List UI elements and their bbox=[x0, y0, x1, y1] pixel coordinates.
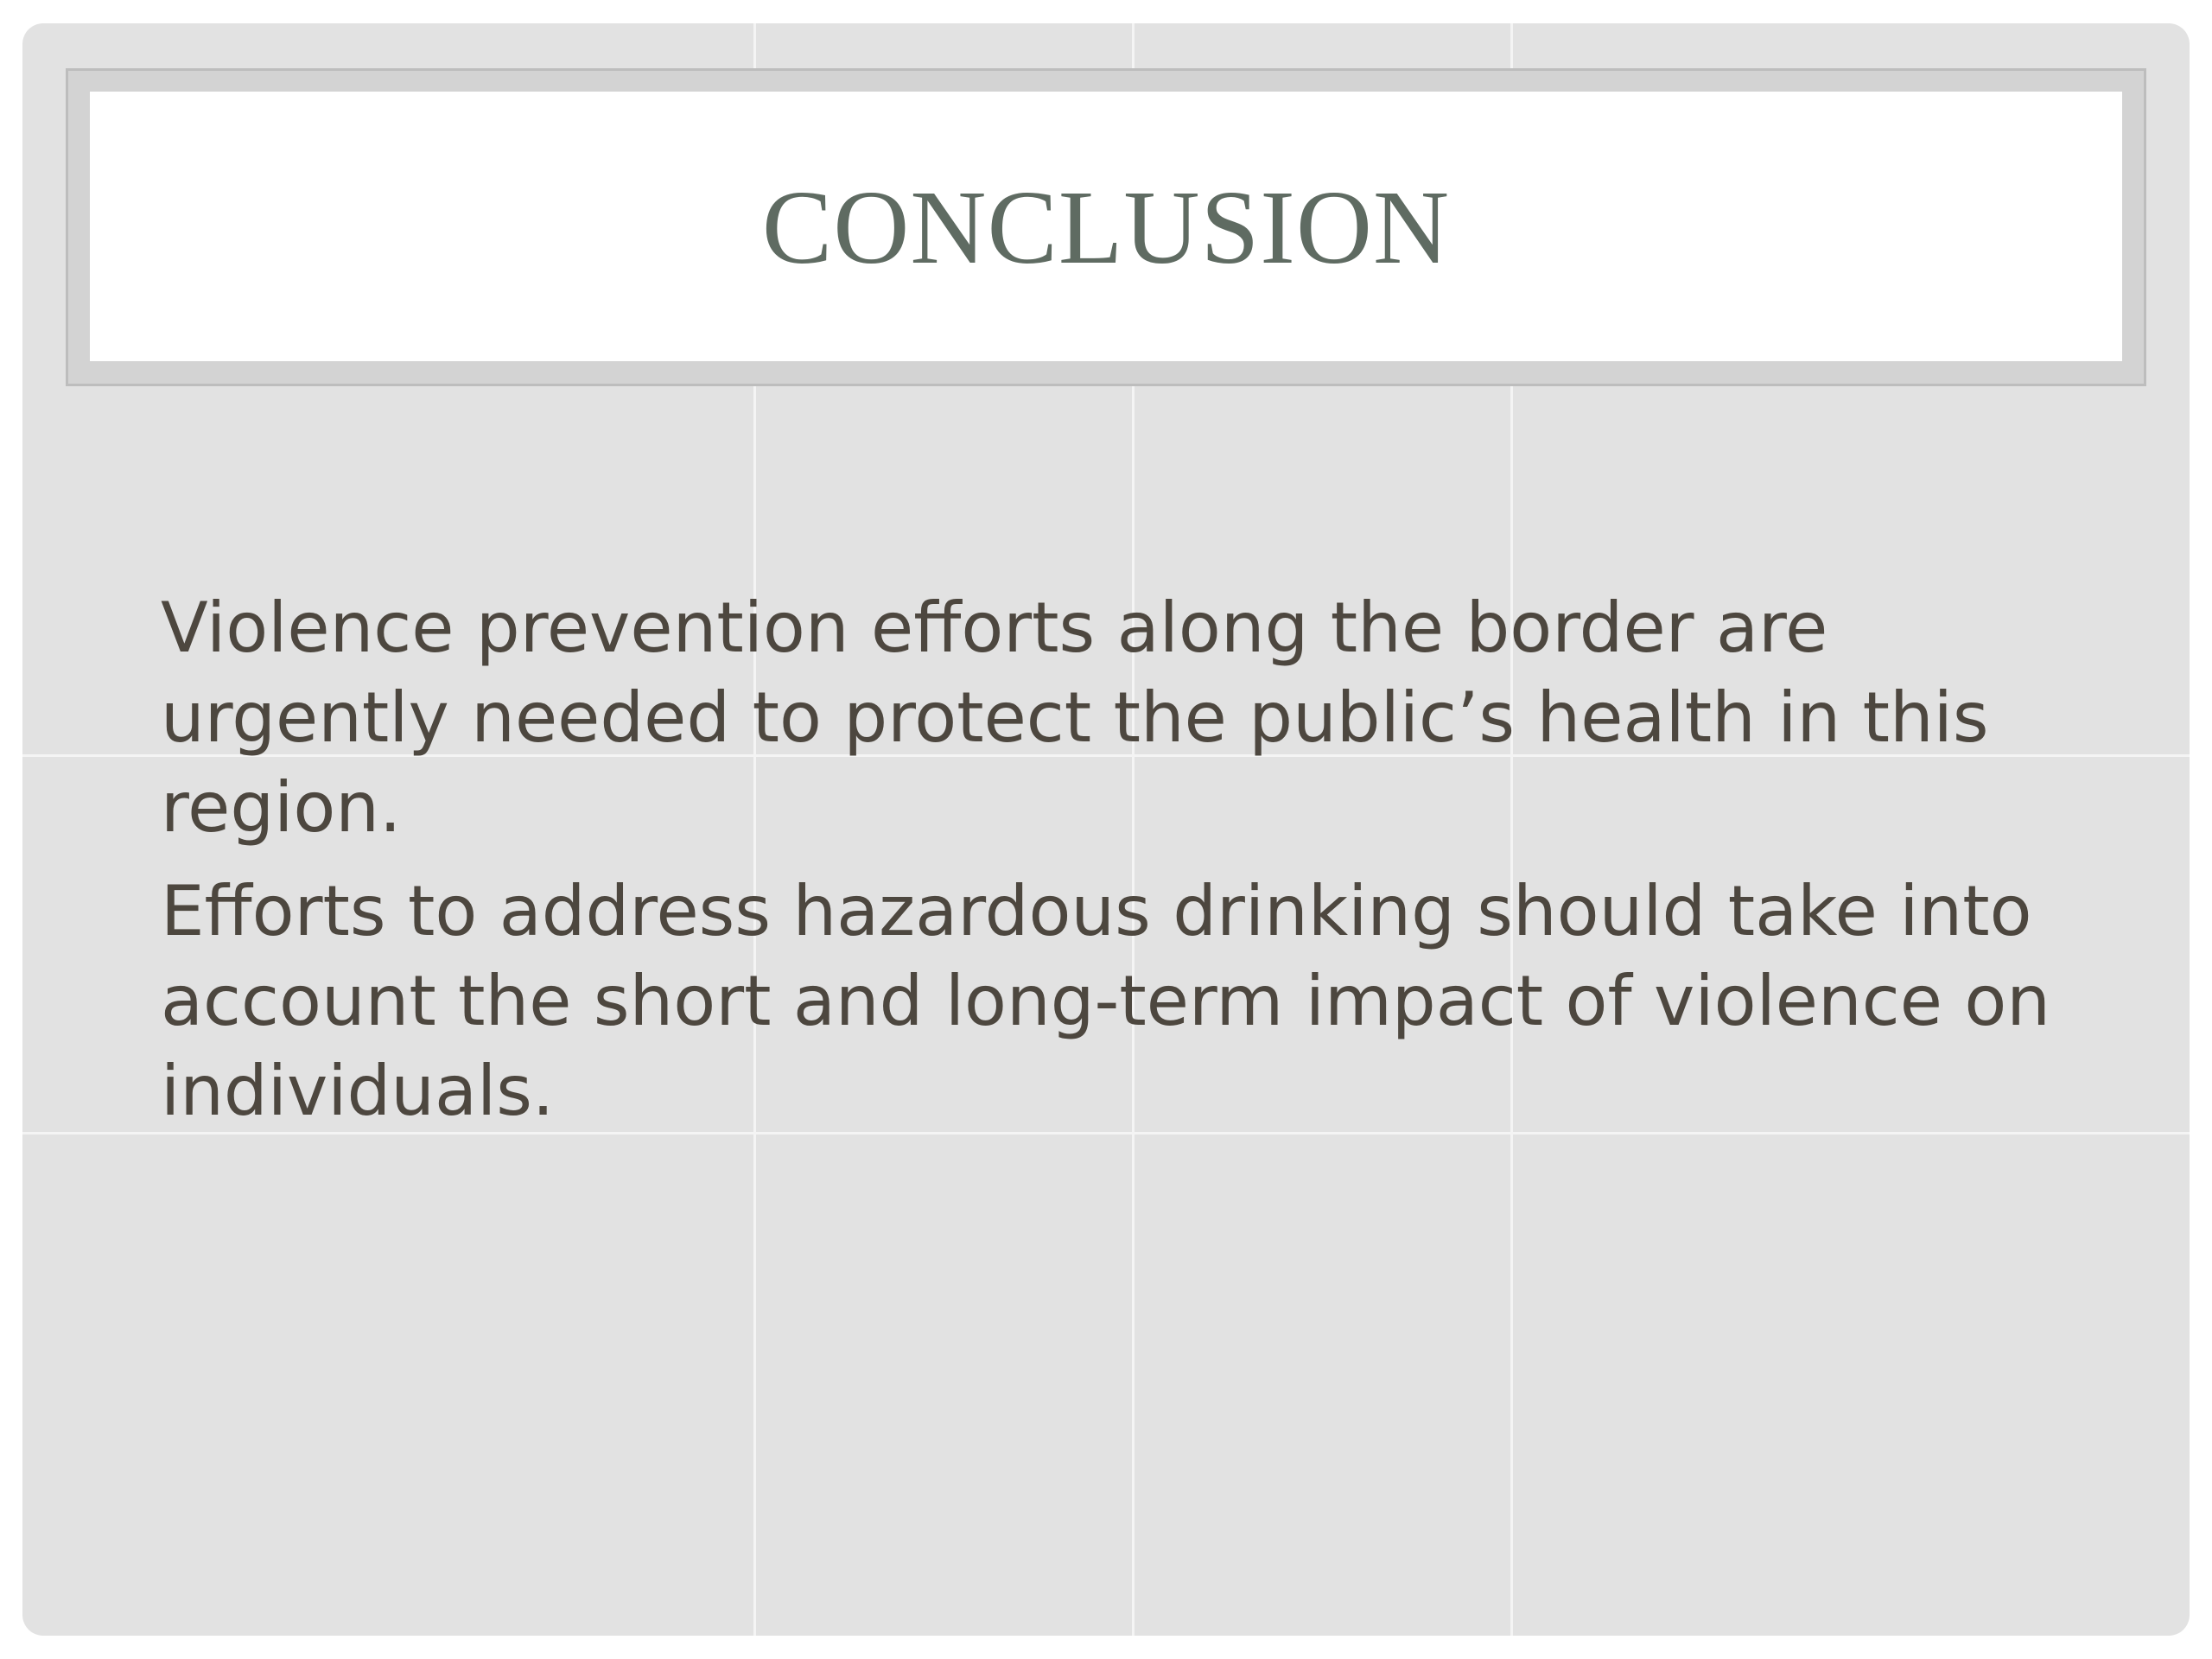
title-box bbox=[90, 92, 2122, 361]
body-paragraph: Violence prevention efforts along the border are urgently needed to protect the public’s health in this region. bbox=[161, 588, 1989, 848]
slide bbox=[22, 23, 2190, 1636]
title-frame bbox=[66, 68, 2146, 386]
slide-body bbox=[161, 583, 2096, 1150]
body-paragraph: Efforts to address hazardous drinking should take into account the short and long-term impact of violence on individuals. bbox=[161, 871, 2050, 1131]
slide-title: CONCLUSION bbox=[761, 169, 1451, 286]
